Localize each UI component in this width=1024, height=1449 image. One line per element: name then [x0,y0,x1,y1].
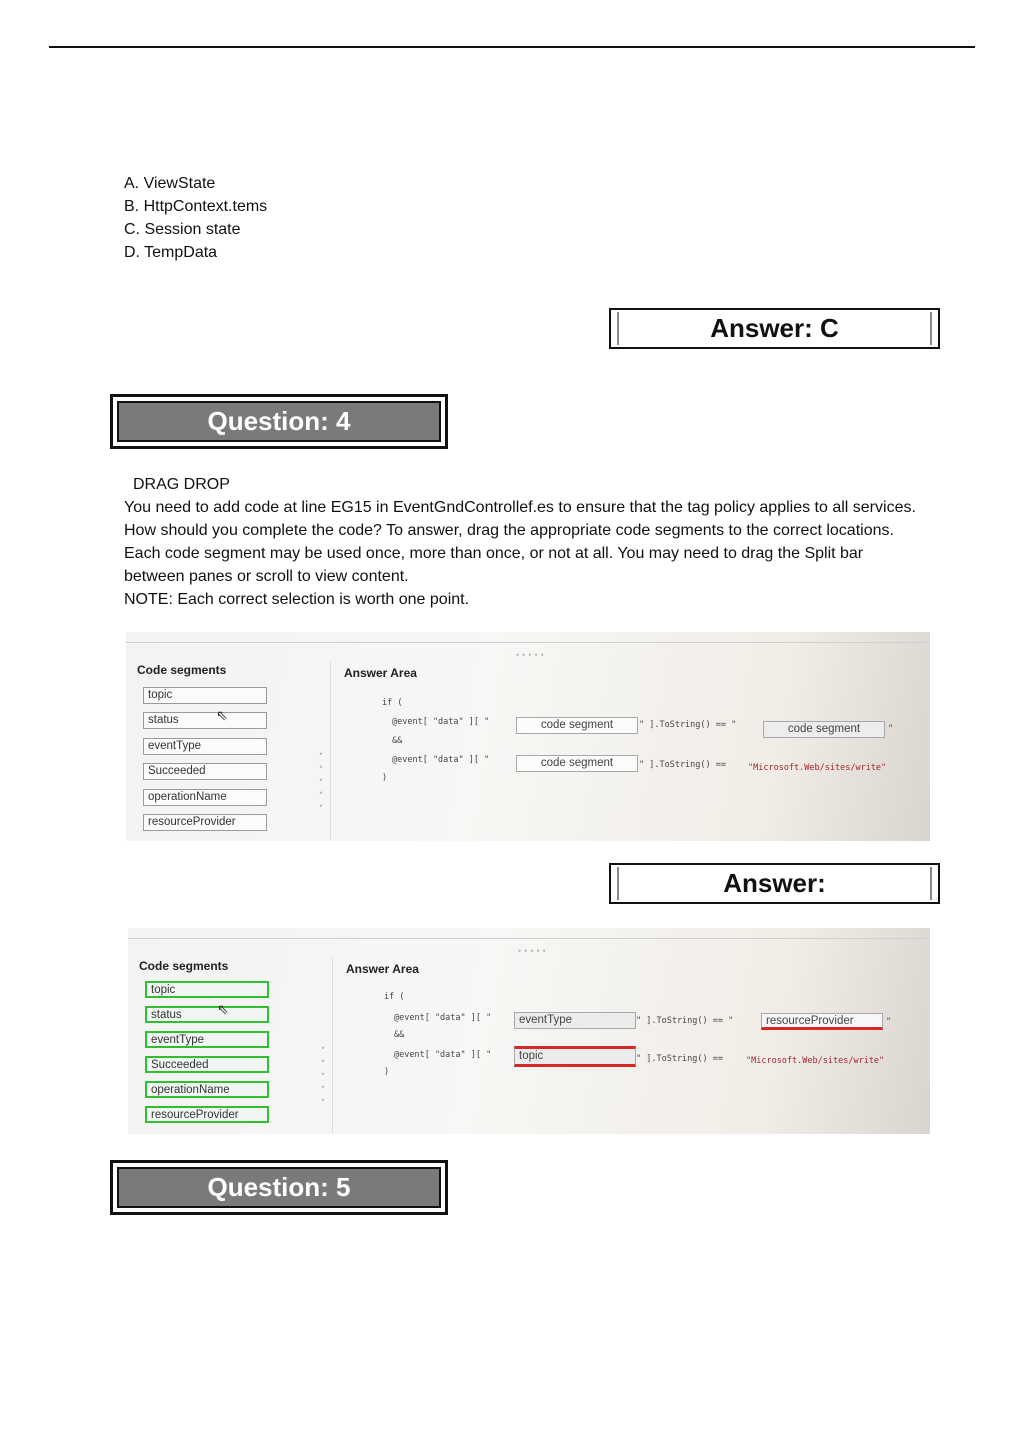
code-line1-mid: " ].ToString() == " [639,720,737,730]
code-segments-title: Code segments [137,663,227,677]
pane-splitter[interactable] [330,662,331,841]
code-and: && [392,736,403,746]
drop-slot-1[interactable]: eventType [514,1012,636,1029]
code-segment-status[interactable]: status [145,1006,269,1023]
code-line1-suffix: " [888,724,894,734]
code-line2-value: "Microsoft.Web/sites/write" [748,763,887,773]
question-paragraph: You need to add code at line EG15 in EventGndControllef.es to ensure that the tag policy applies to all services. [124,499,916,516]
question-4-title: Question: 4 [207,406,351,436]
code-line1-mid: " ].ToString() == " [636,1016,734,1026]
answer-c-label: Answer: C [710,313,839,343]
mouse-cursor-icon: ⇖ [216,707,228,723]
code-segment-succeeded[interactable]: Succeeded [143,763,267,780]
code-line1-prefix: @event[ "data" ][ " [394,1013,492,1023]
question-4-text [124,473,924,611]
scroll-handle-icon[interactable]: ••••• [518,946,549,956]
code-if: if ( [384,992,405,1002]
code-line2-prefix: @event[ "data" ][ " [394,1050,492,1060]
answer-area-title: Answer Area [346,962,419,976]
code-segment-status[interactable]: status [143,712,267,729]
option-c: C. Session state [124,221,241,238]
code-segment-succeeded[interactable]: Succeeded [145,1056,269,1073]
question-type: DRAG DROP [133,476,230,493]
code-close: ) [382,773,388,783]
splitter-handle-icon[interactable]: • • • • • [319,749,323,811]
code-segment-topic[interactable]: topic [145,981,269,998]
code-line1-suffix: " [886,1017,892,1027]
code-line2-value: "Microsoft.Web/sites/write" [746,1056,885,1066]
code-segment-eventtype[interactable]: eventType [145,1031,269,1048]
drop-slot-3[interactable]: topic [514,1046,636,1067]
drop-slot-2[interactable]: code segment [763,721,885,738]
question-paragraph: How should you complete the code? To answer, drag the appropriate code segments to the correct locations. Each code segment may be used once, more than once, or not at all. You may need to drag the Split bar between panes or scroll to view content. [124,522,894,585]
scroll-handle-icon[interactable]: ••••• [516,650,547,660]
code-segment-resourceprovider[interactable]: resourceProvider [145,1106,269,1123]
question-4-header [110,394,448,449]
code-line2-mid: " ].ToString() == [639,760,726,770]
question-5-title: Question: 5 [207,1172,351,1202]
answer-area-title: Answer Area [344,666,417,680]
code-and: && [394,1030,405,1040]
option-a: A. ViewState [124,175,216,192]
header-rule [49,46,975,48]
code-line2-prefix: @event[ "data" ][ " [392,755,490,765]
answer-box [609,863,940,904]
option-d: D. TempData [124,244,218,261]
code-segment-operationname[interactable]: operationName [143,789,267,806]
exhibit-solution [128,928,930,1134]
question-5-header [110,1160,448,1215]
code-close: ) [384,1067,390,1077]
pane-splitter[interactable] [332,958,333,1134]
code-line1-prefix: @event[ "data" ][ " [392,717,490,727]
drop-slot-2[interactable]: resourceProvider [761,1013,883,1030]
code-segment-operationname[interactable]: operationName [145,1081,269,1098]
splitter-handle-icon[interactable]: • • • • • [321,1043,325,1105]
code-segment-topic[interactable]: topic [143,687,267,704]
mouse-cursor-icon: ⇖ [217,1001,229,1017]
code-segment-eventtype[interactable]: eventType [143,738,267,755]
exhibit-drag-drop [126,632,930,841]
code-segment-resourceprovider[interactable]: resourceProvider [143,814,267,831]
question-note: NOTE: Each correct selection is worth one point. [124,591,470,608]
drop-slot-3[interactable]: code segment [516,755,638,772]
answer-c-box [609,308,940,349]
code-if: if ( [382,698,403,708]
answer-label: Answer: [723,868,826,898]
code-line2-mid: " ].ToString() == [636,1054,723,1064]
code-segments-title: Code segments [139,959,229,973]
option-b: B. HttpContext.tems [124,198,268,215]
drop-slot-1[interactable]: code segment [516,717,638,734]
answer-options [124,172,267,264]
